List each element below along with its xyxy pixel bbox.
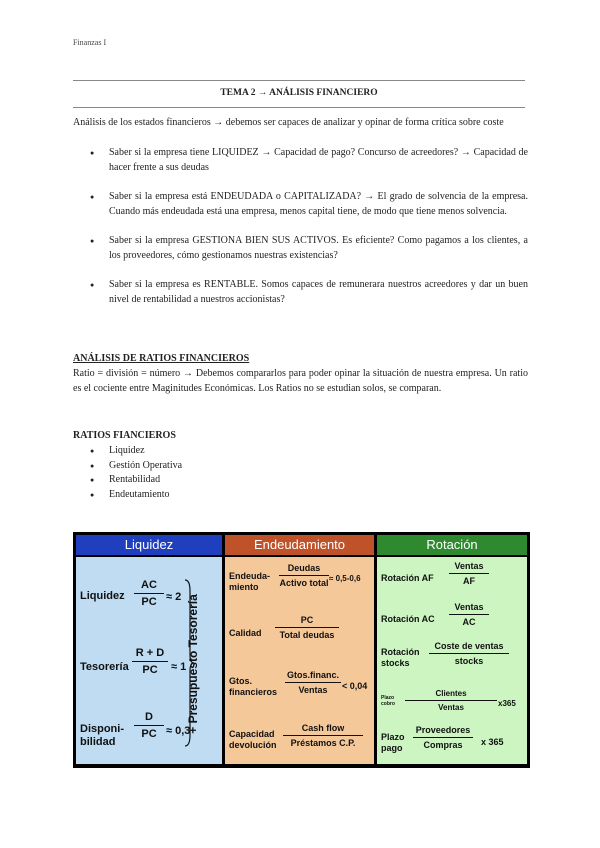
list-item: ● Saber si la empresa está ENDEUDADA o CAPITALIZADA? → El grado de solvencia de la empresa. Cuando más endeudada está una empresa, menos capital tiene, de modo que tiene menos solvencia. (73, 190, 528, 219)
section-title-ratios: ANÁLISIS DE RATIOS FINANCIEROS (73, 353, 250, 364)
ratio-label: Rotación AF (381, 573, 434, 583)
question-list (73, 146, 528, 307)
list-item: ● Endeutamiento (73, 488, 373, 503)
ratio-label: Plazo pago (381, 732, 405, 753)
title-rule-top (73, 80, 525, 81)
ratio-fraction: $\frac{D}{PC}$ (134, 711, 164, 740)
ratio-fraction: Proveedores Compras (413, 725, 473, 750)
ratio-label: Rotación stocks (381, 647, 420, 668)
ratio-fraction: $\frac{R + D}{PC}$ (132, 647, 168, 676)
header-rotacion: Rotación (377, 535, 527, 555)
section-title-list: RATIOS FIANCIEROS (73, 430, 176, 441)
list-item: ● Saber si la empresa GESTIONA BIEN SUS ACTIVOS. Es eficiente? Como pagamos a los clientes, a los proveedores, cómo gestionamos nuestras existencias? (73, 234, 528, 263)
liquidez-column: Liquidez $\frac{AC}{PC}$ ≈ 2 Tesorería $\frac{R + D}{PC}$ ≈ 1 Disponi- bilidad $\frac{D}{PC}$ ≈ 0,3 + Presupuesto Tesorería (76, 557, 222, 764)
ratio-fraction: $\frac{AC}{PC}$ (134, 579, 164, 608)
rotacion-column: Rotación AF Ventas AF Rotación AC Ventas AC Rotación stocks Coste de ventas stocks Plazo cobro Clientes Ventas x365 Plazo pago Proveedores Compras x 365 (377, 557, 527, 764)
ratio-label: Rotación AC (381, 614, 435, 624)
ratios-paragraph: Ratio = división = número → Debemos compararlos para poder opinar la situación de nuestra empresa. Un ratio es el cociente entre Maginitudes Económicas. Los Ratios no se estudian solos, se comparan. (73, 368, 528, 394)
running-header: Finanzas I (73, 38, 107, 47)
header-liquidez: Liquidez (76, 535, 222, 555)
ratio-fraction: Coste de ventas stocks (429, 641, 509, 666)
ratio-types-list (73, 444, 373, 502)
ratio-fraction: Clientes Ventas (405, 689, 497, 712)
ratio-label: Liquidez (80, 590, 125, 602)
ratio-fraction: Deudas Activo total (279, 563, 329, 588)
list-item: ● Liquidez (73, 444, 373, 459)
list-item: ● Saber si la empresa tiene LIQUIDEZ → Capacidad de pago? Concurso de acreedores? → Capacidad de hacer frente a sus deudas (73, 146, 528, 175)
header-endeudamiento: Endeudamiento (225, 535, 374, 555)
ratio-fraction: Gtos.financ. Ventas (286, 670, 339, 695)
title-rule-bottom (73, 107, 525, 108)
page-title: TEMA 2 → ANÁLISIS FINANCIERO (220, 88, 378, 98)
ratio-label: Tesorería (80, 661, 129, 673)
ratio-label: Plazo cobro (381, 695, 395, 707)
ratio-fraction: Cash flow Préstamos C.P. (283, 723, 363, 748)
ratio-fraction: PC Total deudas (275, 615, 339, 640)
ratio-label: Gtos. financieros (229, 676, 278, 697)
ratios-table (73, 532, 530, 768)
list-item: ● Rentabilidad (73, 473, 373, 488)
endeudamiento-column: Endeuda- miento Deudas Activo total ≈ 0,5-0,6 Calidad PC Total deudas Gtos. financieros Gtos.financ. Ventas < 0,04 Capacidad devolución Cash flow Préstamos C.P. (225, 557, 374, 764)
intro-paragraph: Análisis de los estados financieros → debemos ser capaces de analizar y opinar de forma crítica sobre coste (73, 117, 504, 128)
ratio-fraction: Ventas AC (449, 602, 489, 627)
list-item: ● Saber si la empresa es RENTABLE. Somos capaces de remunerara nuestros acreedores y dar un buen nivel de rentabilidad a nuestros accionistas? (73, 278, 528, 307)
ratio-label: Capacidad devolución (229, 729, 277, 750)
brace-label: + Presupuesto Tesorería (186, 594, 200, 734)
ratio-label: Calidad (229, 628, 262, 638)
ratio-label: Disponi- bilidad (80, 723, 124, 748)
ratio-label: Endeuda- miento (229, 571, 271, 592)
ratio-fraction: Ventas AF (449, 561, 489, 586)
list-item: ● Gestión Operativa (73, 459, 373, 474)
